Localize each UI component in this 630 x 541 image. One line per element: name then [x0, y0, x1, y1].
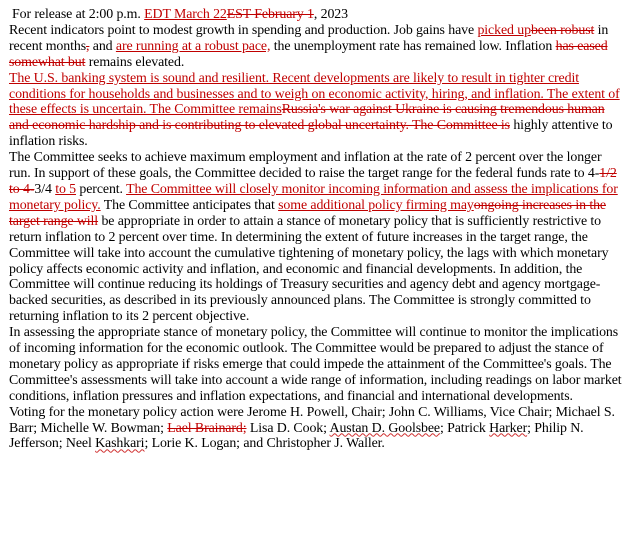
text-run: Lisa D. Cook; [246, 420, 330, 436]
inserted-text: The U.S. banking system is sound and resilient. Recent developments are likely to result in tighter credit conditions for households and businesses and to weigh on economic activity, hiring, and inflation. The extent of these effects is uncertain. The Committee remains [9, 70, 620, 118]
text-run: in recent months [9, 22, 609, 54]
deleted-text: Russia's war against Ukraine is causing tremendous human and economic hardship and is contributing to elevated global uncertainty. The Committee is [9, 102, 605, 134]
text-run: The Committee anticipates that [100, 197, 279, 213]
deleted-text: has eased somewhat but [9, 38, 608, 70]
paragraph-voting [9, 405, 622, 453]
paragraph-policy-assessment [9, 325, 622, 405]
text-run: ; Lorie K. Logan; and Christopher J. Waller. [144, 436, 385, 452]
text-run: ; Philip N. Jefferson; Neel [9, 420, 584, 452]
inserted-text: picked up [477, 22, 531, 38]
text-run: Voting for the monetary policy action were Jerome H. Powell, Chair; John C. Williams, Vice Chair; Michael S. Barr; Michelle W. Bowman; [9, 404, 615, 436]
deleted-text: , [86, 38, 90, 54]
spellcheck-name: Harker [489, 420, 528, 436]
text-run: percent. [76, 181, 127, 197]
text-run: remains elevated. [85, 54, 185, 70]
text-run: In assessing the appropriate stance of monetary policy, the Committee will continue to monitor the implications of incoming information for the economic outlook. The Committee would be prepared to adjust the stance of monetary policy as appropriate if risks emerge that could impede the attainment of the Committee's goals. The Committee's assessments will take into account a wide range of information, including readings on labor market conditions, inflation pressures and inflation expectations, and financial and international developments. [9, 325, 622, 404]
deleted-text: Lael Brainard; [167, 420, 247, 436]
text-run: 3/4 [34, 181, 56, 197]
release-prefix: For release at 2:00 p.m. [12, 7, 145, 22]
text-run: The Committee seeks to achieve maximum employment and inflation at the rate of 2 percent over the longer run. In support of these goals, the Committee decided to raise the target range for the federal funds rate to 4- [9, 150, 602, 182]
release-year: , 2023 [313, 7, 348, 22]
deleted-text: 1/2 to 4- [9, 166, 617, 197]
text-run: ; Patrick [439, 420, 490, 436]
paragraph-economic-conditions [9, 23, 622, 71]
text-run: highly attentive to inflation risks. [9, 118, 613, 150]
spellcheck-name: Kashkari [95, 436, 145, 452]
inserted-text: some additional policy firming may [278, 197, 474, 213]
paragraph-policy-decision [9, 150, 622, 325]
paragraph-banking-system [9, 71, 622, 151]
inserted-text: The Committee will closely monitor incoming information and assess the implications for monetary policy. [9, 181, 618, 213]
text-run: be appropriate in order to attain a stance of monetary policy that is sufficiently restrictive to return inflation to 2 percent over time. In determining the extent of future increases in the target range, the Committee will take into account the cumulative tightening of monetary policy, the lags with which monetary policy affects economic activity and inflation, and economic and financial developments. In addition, the Committee will continue reducing its holdings of Treasury securities and agency debt and agency mortgage-backed securities, as described in its previously announced plans. The Committee is strongly committed to returning inflation to its 2 percent objective. [9, 213, 609, 325]
release-line [9, 7, 622, 23]
spellcheck-name: Austan D. Goolsbee [329, 420, 440, 436]
deleted-date: EST February 1 [226, 7, 314, 22]
text-run: Recent indicators point to modest growth in spending and production. Job gains have [9, 22, 478, 38]
deleted-text: been robust [530, 22, 595, 38]
inserted-text: are running at a robust pace, [115, 38, 271, 54]
deleted-text: ongoing increases in the target range will [9, 197, 606, 229]
document-body [9, 7, 622, 452]
text-run: the unemployment rate has remained low. Inflation [270, 38, 556, 54]
text-run: and [89, 38, 116, 54]
inserted-text: to 5 [55, 181, 77, 197]
inserted-date: EDT March 22 [144, 7, 227, 22]
